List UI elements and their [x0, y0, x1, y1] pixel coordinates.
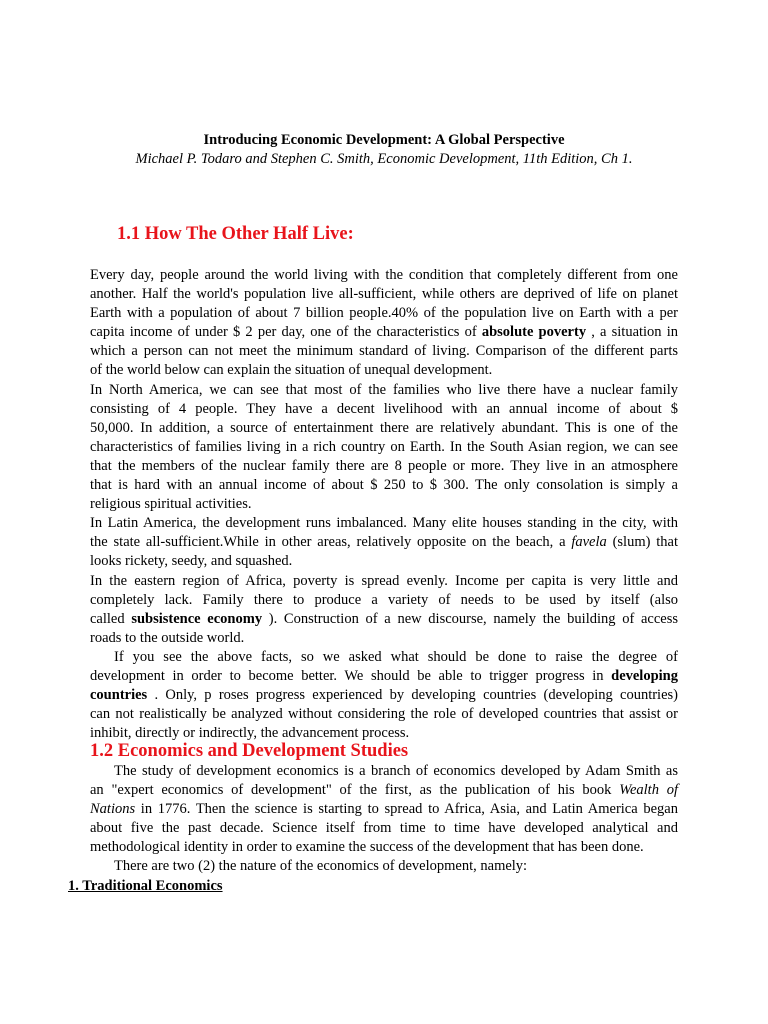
section-heading-1-2: 1.2 Economics and Development Studies [90, 741, 409, 761]
paragraph-line: about five the past decade. Science itself from time to time have developed analytical and [90, 820, 678, 837]
paragraph-line: consisting of 4 people. They have a decent livelihood with an annual income of about $ [90, 400, 678, 417]
paragraph-line: In Latin America, the development runs imbalanced. Many elite houses standing in the city, with [90, 515, 678, 532]
italic-book-title: Wealth of [619, 782, 678, 799]
paragraph-line: inhibit, directly or indirectly, the advancement process. [90, 725, 410, 742]
section-1-2-body [90, 762, 678, 877]
paragraph-line: The study of development economics is a branch of economics developed by Adam Smith as [114, 763, 678, 779]
text-run: capita income of under $ 2 per day, one of the characteristics of [90, 324, 477, 341]
paragraph-line [90, 800, 678, 819]
text-run: called [90, 610, 125, 627]
bold-term-developing: developing [611, 667, 678, 684]
paragraph-line: 50,000. In addition, a source of entertainment there are relatively abundant. This is one of the [90, 419, 678, 436]
paragraph-line: There are two (2) the nature of the economics of development, namely: [114, 858, 528, 875]
paragraph-line: Every day, people around the world living with the condition that completely different from one [90, 267, 678, 283]
paragraph-line: which a person can not meet the minimum standard of living. Comparison of the different parts [90, 343, 678, 360]
list-heading-traditional-economics: 1. Traditional Economics [68, 878, 223, 894]
paragraph-line [90, 610, 678, 629]
text-run: an "expert economics of development" of the first, as the publication of his book [90, 782, 612, 799]
paragraph-line: that the members of the nuclear family there are 8 people or more. They live in an atmosphere [90, 457, 678, 474]
paragraph-line: In the eastern region of Africa, poverty is spread evenly. Income per capita is very little and [90, 572, 678, 589]
paragraph-line: In North America, we can see that most of the families who live there have a nuclear family [90, 381, 678, 398]
bold-term-subsistence-economy: subsistence economy [131, 610, 263, 627]
text-run: (slum) that [606, 534, 678, 551]
text-run: in 1776. Then the science is starting to spread to Africa, Asia, and Latin America began [135, 801, 678, 818]
document-title: Introducing Economic Development: A Global Perspective [203, 132, 565, 148]
paragraph-line: can not realistically be analyzed without considering the role of developed countries that assist or [90, 706, 678, 723]
document-subtitle: Michael P. Todaro and Stephen C. Smith, Economic Development, 11th Edition, Ch 1. [135, 151, 633, 167]
text-run: development in order to become better. We should be able to trigger progress in [90, 667, 604, 684]
paragraph-line: If you see the above facts, so we asked what should be done to raise the degree of [114, 648, 678, 665]
paragraph-line: of the world below can explain the situation of unequal development. [90, 362, 493, 379]
paragraph-line: roads to the outside world. [90, 629, 245, 646]
bold-term-absolute-poverty: absolute poverty [481, 324, 587, 341]
text-run: , a situation in [586, 324, 678, 341]
paragraph-line [90, 533, 678, 552]
paragraph-line: methodological identity in order to examine the success of the development that has been done. [90, 839, 644, 856]
paragraph-line: another. Half the world's population live all-sufficient, while others are deprived of life on planet [90, 286, 678, 303]
text-run: ). Construction of a new discourse, namely the building of access [262, 610, 678, 627]
italic-book-title: Nations [90, 801, 136, 818]
bold-term-countries: countries [90, 687, 148, 704]
paragraph-line: Earth with a population of about 7 billion people.40% of the population live on Earth with a per [90, 305, 678, 322]
paragraph-line [90, 781, 678, 800]
paragraph-line: characteristics of families living in a rich country on Earth. In the South Asian region, we can see [90, 438, 678, 455]
section-heading-1-1: 1.1 How The Other Half Live: [117, 224, 354, 244]
paragraph-line: completely lack. Family there to produce a variety of needs to be used by itself (also [90, 591, 678, 608]
paragraph-line [90, 686, 678, 705]
paragraph-line [90, 323, 678, 342]
text-run: . Only, p roses progress experienced by developing countries (developing countries) [147, 687, 678, 704]
paragraph-line [90, 667, 678, 686]
paragraph-line: that is hard with an annual income of about $ 250 to $ 300. The only consolation is simply a [90, 477, 678, 494]
text-run: the state all-sufficient.While in other areas, relatively opposite on the beach, a [90, 534, 566, 551]
paragraph-line: looks rickety, seedy, and squashed. [90, 553, 293, 570]
italic-term-favela: favela [571, 534, 607, 551]
section-1-1-body [90, 266, 678, 743]
paragraph-line: religious spiritual activities. [90, 496, 252, 513]
